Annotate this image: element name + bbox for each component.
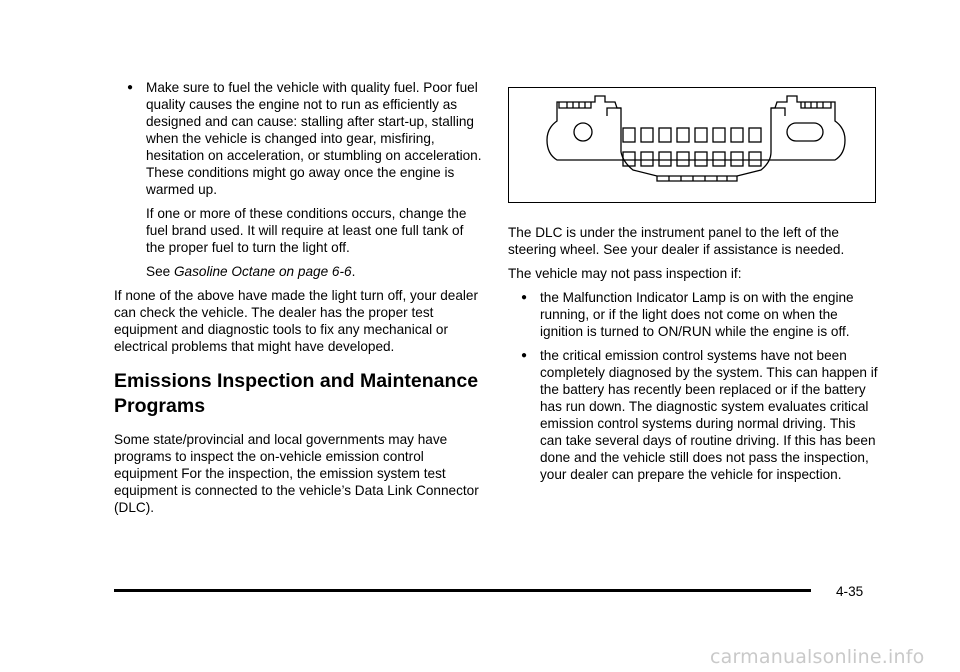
dlc-figure: [508, 87, 876, 203]
mil-bullet-text: the Malfunction Indicator Lamp is on with the engine running, or if the light does not come on when the ignition is turned to ON/RUN while the engine is off.: [540, 290, 854, 339]
bullet-dot-icon: ●: [521, 350, 528, 361]
dlc-location-paragraph: The DLC is under the instrument panel to the left of the steering wheel. See your dealer if assistance is needed.: [508, 225, 845, 257]
inspection-intro: The vehicle may not pass inspection if:: [508, 266, 742, 281]
see-prefix: See: [146, 264, 174, 279]
change-fuel-paragraph: If one or more of these conditions occurs, change the fuel brand used. It will require at least one full tank of the proper fuel to turn the light off.: [146, 206, 467, 255]
right-column: [508, 87, 878, 490]
section-heading: Emissions Inspection and Maintenance Programs: [114, 370, 479, 417]
fuel-quality-text: Make sure to fuel the vehicle with quality fuel. Poor fuel quality causes the engine not to run as efficiently as designed and can cause: stalling after start-up, stalling when the vehicle is changed into gear, misfiring, hesitation on acceleration, or stumbling on acceleration. These conditions might go away once the engine is warmed up.: [146, 80, 482, 197]
diagnosis-bullet-text: the critical emission control systems have not been completely diagnosed by the system. This can happen if the battery has recently been replaced or if the battery has run down. The diagnostic system evaluates critical emission control systems during normal driving. This can take several days of routine driving. If this has been done and the vehicle still does not pass the inspection, your dealer can prepare the vehicle for inspection.: [540, 348, 878, 482]
see-suffix: .: [351, 264, 356, 279]
watermark: carmanualsonline.info: [710, 646, 925, 668]
dlc-connector-icon: [509, 88, 874, 201]
bullet-dot-icon: ●: [127, 82, 134, 93]
fuel-quality-bullet: [114, 79, 484, 198]
gasoline-octane-link[interactable]: Gasoline Octane on page 6-6: [173, 264, 352, 279]
bullet-dot-icon: ●: [521, 292, 528, 303]
diagnosis-bullet: [508, 347, 878, 483]
left-column: [114, 79, 484, 523]
see-reference: [114, 263, 484, 280]
page-number: 4-35: [836, 584, 864, 599]
programs-paragraph: Some state/provincial and local governments may have programs to inspect the on-vehicle emission control equipment For the inspection, the emission system test equipment is connected to the vehicle’s Data Link Connector (DLC).: [114, 432, 479, 515]
footer-rule: [114, 589, 811, 592]
mil-bullet: [508, 289, 878, 340]
dealer-check-paragraph: If none of the above have made the light turn off, your dealer can check the vehicle. The dealer has the proper test equipment and diagnostic tools to fix any mechanical or electrical problems that might have developed.: [114, 288, 479, 354]
